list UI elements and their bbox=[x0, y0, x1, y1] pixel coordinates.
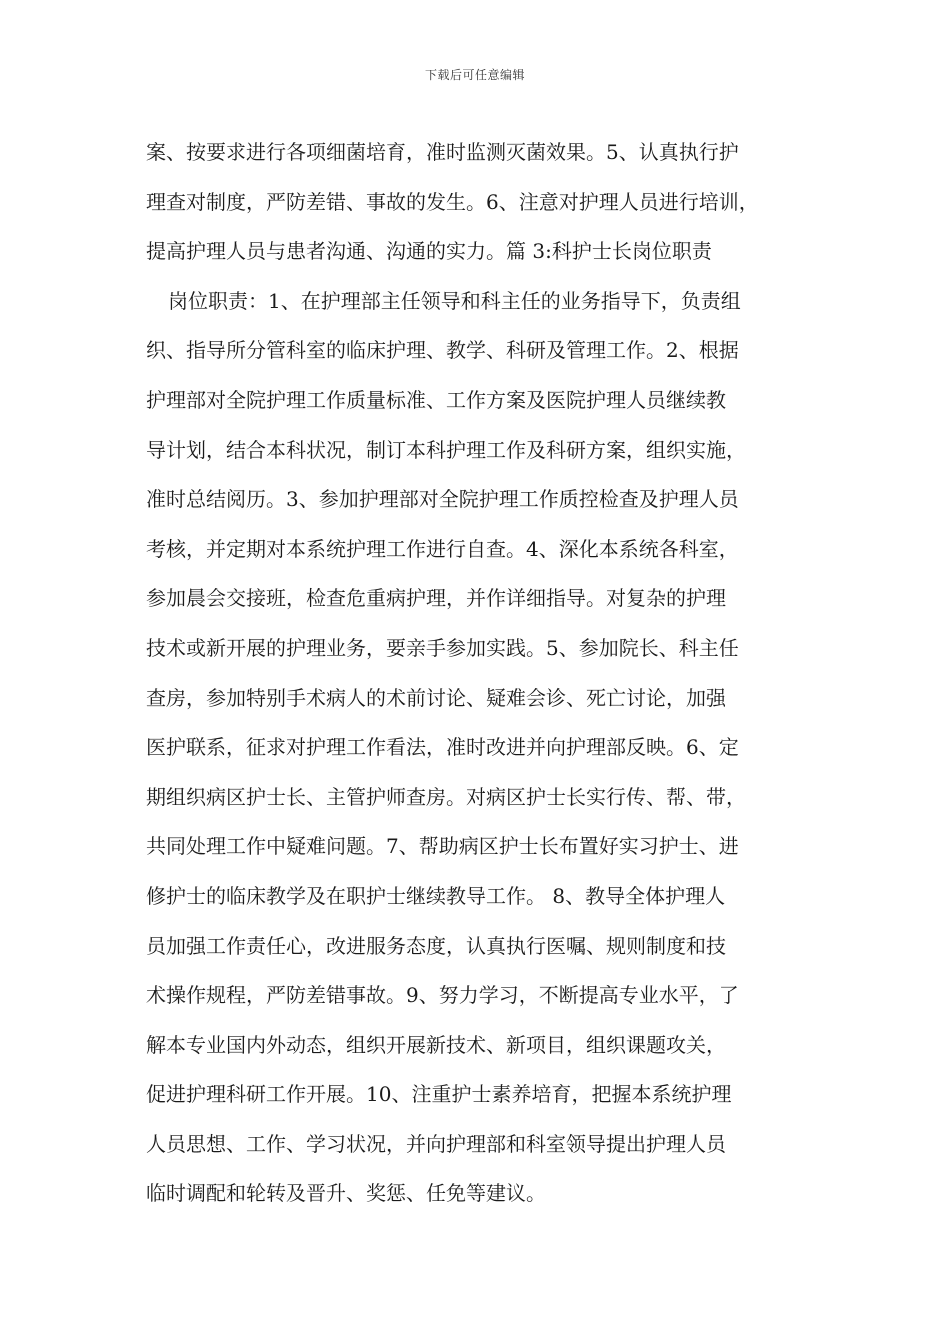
text-line: 临时调配和轮转及晋升、奖惩、任免等建议。 bbox=[146, 1181, 546, 1206]
text-line: 考核，并定期对本系统护理工作进行自查。4、深化本系统各科室， bbox=[146, 536, 739, 561]
text-line: 参加晨会交接班，检查危重病护理，并作详细指导。对复杂的护理 bbox=[146, 586, 726, 611]
text-line: 期组织病区护士长、主管护师查房。对病区护士长实行传、帮、带， bbox=[146, 784, 746, 809]
text-line: 修护士的临床教学及在职护士继续教导工作。 8、教导全体护理人 bbox=[146, 883, 726, 908]
text-line: 准时总结阅历。3、参加护理部对全院护理工作质控检查及护理人员 bbox=[146, 487, 739, 512]
text-line: 人员思想、工作、学习状况，并向护理部和科室领导提出护理人员 bbox=[146, 1131, 726, 1156]
text-line: 护理部对全院护理工作质量标准、工作方案及医院护理人员继续教 bbox=[146, 387, 726, 412]
text-line: 案、按要求进行各项细菌培育，准时监测灭菌效果。5、认真执行护 bbox=[146, 140, 739, 164]
text-line: 术操作规程，严防差错事故。9、努力学习，不断提高专业水平，了 bbox=[146, 983, 739, 1008]
text-line: 医护联系，征求对护理工作看法，准时改进并向护理部反映。6、定 bbox=[146, 735, 739, 760]
text-line: 织、指导所分管科室的临床护理、教学、科研及管理工作。2、根据 bbox=[146, 338, 739, 363]
text-line: 促进护理科研工作开展。10、注重护士素养培育，把握本系统护理 bbox=[146, 1082, 732, 1107]
text-line: 理查对制度，严防差错、事故的发生。6、注意对护理人员进行培训， bbox=[146, 189, 759, 214]
text-line: 提高护理人员与患者沟通、沟通的实力。篇 3:科护士长岗位职责 bbox=[146, 239, 712, 264]
text-line: 解本专业国内外动态，组织开展新技术、新项目，组织课题攻关， bbox=[146, 1032, 726, 1057]
text-line-paragraph-start: 岗位职责：1、在护理部主任领导和科主任的业务指导下，负责组 bbox=[168, 288, 741, 313]
text-line: 技术或新开展的护理业务，要亲手参加实践。5、参加院长、科主任 bbox=[146, 635, 739, 660]
text-line: 导计划，结合本科状况，制订本科护理工作及科研方案，组织实施， bbox=[146, 437, 746, 462]
body-text bbox=[146, 128, 836, 1219]
text-line: 查房，参加特别手术病人的术前讨论、疑难会诊、死亡讨论，加强 bbox=[146, 685, 726, 710]
text-line: 共同处理工作中疑难问题。7、帮助病区护士长布置好实习护士、进 bbox=[146, 834, 739, 859]
text-line: 员加强工作责任心，改进服务态度，认真执行医嘱、规则制度和技 bbox=[146, 933, 726, 958]
page-header: 下载后可任意编辑 bbox=[424, 68, 525, 82]
